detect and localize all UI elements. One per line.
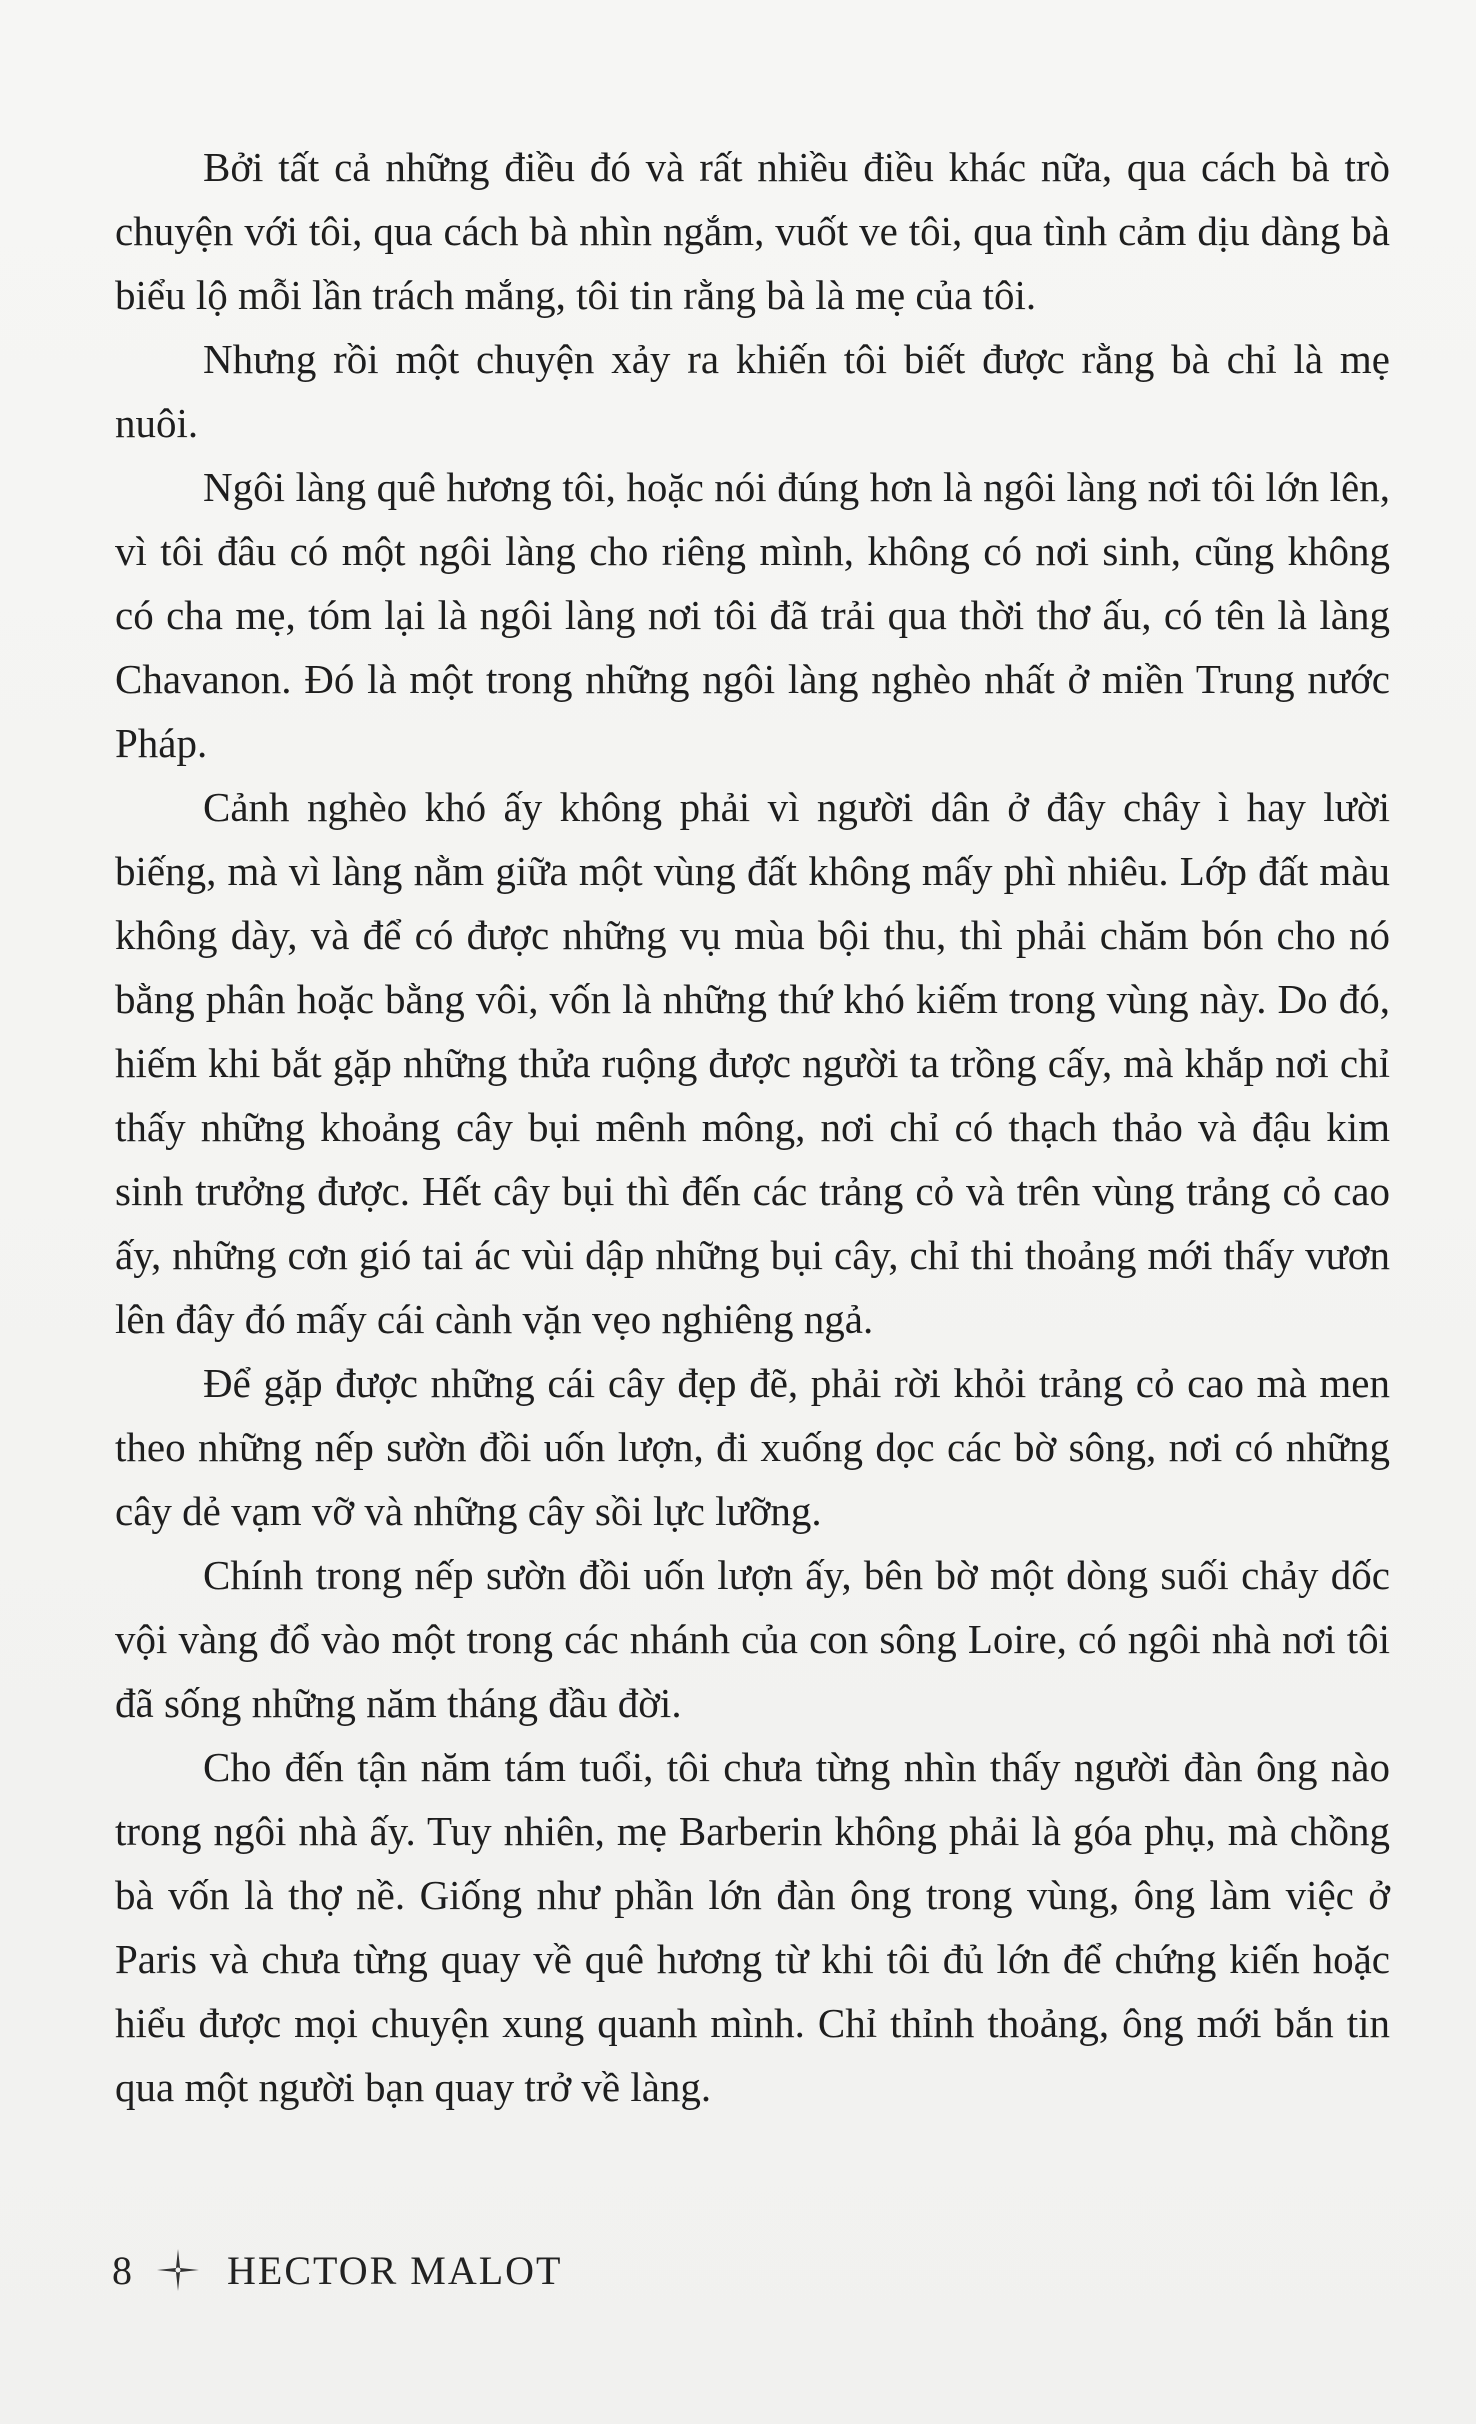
paragraph-5: Để gặp được những cái cây đẹp đẽ, phải rời khỏi trảng cỏ cao mà men theo những nếp sườn đồi uốn lượn, đi xuống dọc các bờ sông, nơi có những cây dẻ vạm vỡ và những cây sồi lực lưỡng. — [115, 1360, 1390, 1534]
page-footer — [112, 2240, 562, 2300]
paragraph-3: Ngôi làng quê hương tôi, hoặc nói đúng hơn là ngôi làng nơi tôi lớn lên, vì tôi đâu có một ngôi làng cho riêng mình, không có nơi sinh, cũng không có cha mẹ, tóm lại là ngôi làng nơi tôi đã trải qua thời thơ ấu, có tên là làng Chavanon. Đó là một trong những ngôi làng nghèo nhất ở miền Trung nước Pháp. — [115, 464, 1390, 766]
page-number: 8 — [112, 2247, 133, 2293]
paragraph-7: Cho đến tận năm tám tuổi, tôi chưa từng nhìn thấy người đàn ông nào trong ngôi nhà ấy. Tuy nhiên, mẹ Barberin không phải là góa phụ, mà chồng bà vốn là thợ nề. Giống như phần lớn đàn ông trong vùng, ông làm việc ở Paris và chưa từng quay về quê hương từ khi tôi đủ lớn để chứng kiến hoặc hiểu được mọi chuyện xung quanh mình. Chỉ thỉnh thoảng, ông mới bắn tin qua một người bạn quay trở về làng. — [115, 1744, 1390, 2110]
paragraph-1: Bởi tất cả những điều đó và rất nhiều điều khác nữa, qua cách bà trò chuyện với tôi, qua cách bà nhìn ngắm, vuốt ve tôi, qua tình cảm dịu dàng bà biểu lộ mỗi lần trách mắng, tôi tin rằng bà là mẹ của tôi. — [115, 144, 1390, 318]
paragraph-4: Cảnh nghèo khó ấy không phải vì người dân ở đây chây ì hay lười biếng, mà vì làng nằm giữa một vùng đất không mấy phì nhiêu. Lớp đất màu không dày, và để có được những vụ mùa bội thu, thì phải chăm bón cho nó bằng phân hoặc bằng vôi, vốn là những thứ khó kiếm trong vùng này. Do đó, hiếm khi bắt gặp những thửa ruộng được người ta trồng cấy, mà khắp nơi chỉ thấy những khoảng cây bụi mênh mông, nơi chỉ có thạch thảo và đậu kim sinh trưởng được. Hết cây bụi thì đến các trảng cỏ và trên vùng trảng cỏ cao ấy, những cơn gió tai ác vùi dập những bụi cây, chỉ thi thoảng mới thấy vươn lên đây đó mấy cái cành vặn vẹo nghiêng ngả. — [115, 784, 1390, 1342]
paragraph-2: Nhưng rồi một chuyện xảy ra khiến tôi biết được rằng bà chỉ là mẹ nuôi. — [115, 336, 1390, 446]
body-text — [115, 135, 1390, 2119]
author-name: HECTOR MALOT — [227, 2247, 563, 2293]
star-ornament-icon — [155, 2247, 201, 2293]
paragraph-6: Chính trong nếp sườn đồi uốn lượn ấy, bên bờ một dòng suối chảy dốc vội vàng đổ vào một trong các nhánh của con sông Loire, có ngôi nhà nơi tôi đã sống những năm tháng đầu đời. — [115, 1552, 1390, 1726]
